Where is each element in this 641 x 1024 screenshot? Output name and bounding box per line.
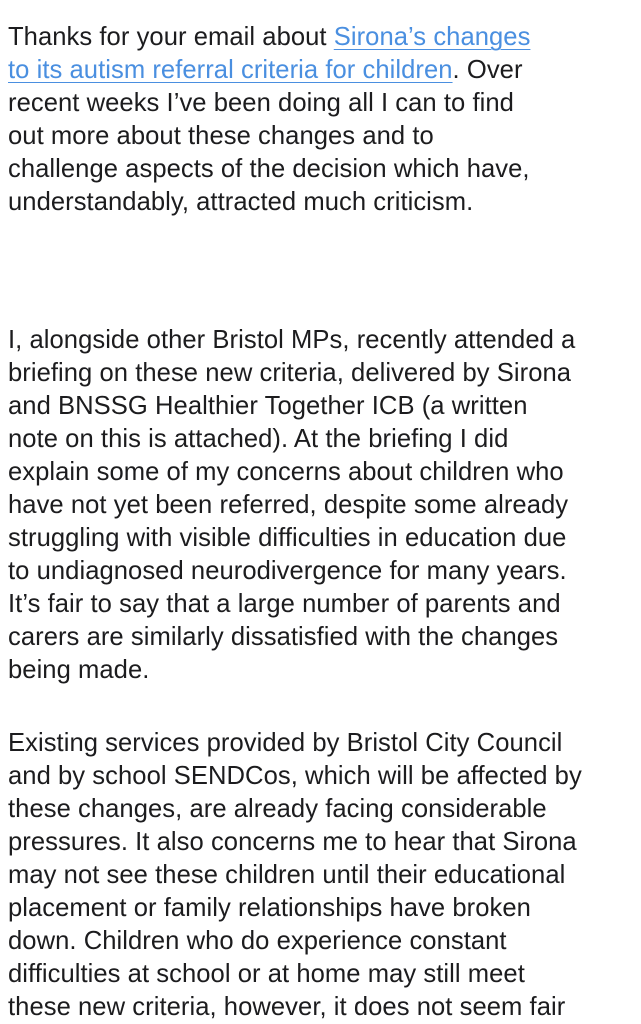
text-line: may not see these children until their educational xyxy=(8,861,566,889)
text-line: placement or family relationships have broken xyxy=(8,894,531,922)
text-line xyxy=(8,21,635,54)
text-segment: Thanks for your email about xyxy=(8,23,334,51)
text-line: and by school SENDCos, which will be affected by xyxy=(8,762,582,790)
text-line: note on this is attached). At the briefing I did xyxy=(8,425,509,453)
text-line: and BNSSG Healthier Together ICB (a written xyxy=(8,392,528,420)
text-line: struggling with visible difficulties in education due xyxy=(8,524,567,552)
text-line: challenge aspects of the decision which have, xyxy=(8,155,530,183)
text-line: difficulties at school or at home may still meet xyxy=(8,960,525,988)
text-line: out more about these changes and to xyxy=(8,122,434,150)
email-paragraph-services xyxy=(8,727,635,1024)
text-line: these new criteria, however, it does not seem fair xyxy=(8,993,566,1021)
text-line: I, alongside other Bristol MPs, recently attended a xyxy=(8,326,576,354)
text-line: down. Children who do experience constant xyxy=(8,927,507,955)
text-line xyxy=(8,54,635,87)
text-line: briefing on these new criteria, delivered by Sirona xyxy=(8,359,572,387)
text-line: these changes, are already facing considerable xyxy=(8,795,547,823)
text-line: being made. xyxy=(8,656,150,684)
text-line: to undiagnosed neurodivergence for many years. xyxy=(8,557,567,585)
text-line: carers are similarly dissatisfied with the changes xyxy=(8,623,559,651)
text-line: Existing services provided by Bristol City Council xyxy=(8,729,563,757)
text-line: pressures. It also concerns me to hear that Sirona xyxy=(8,828,577,856)
sirona-changes-link-continued[interactable]: to its autism referral criteria for children xyxy=(8,56,453,84)
sirona-changes-link[interactable]: Sirona’s changes xyxy=(333,23,531,51)
email-paragraph-briefing xyxy=(8,324,635,687)
text-line: explain some of my concerns about children who xyxy=(8,458,564,486)
email-paragraph-intro xyxy=(8,21,635,219)
text-line: It’s fair to say that a large number of parents and xyxy=(8,590,561,618)
text-line: understandably, attracted much criticism. xyxy=(8,188,474,216)
text-segment: . Over xyxy=(452,56,523,84)
text-line: recent weeks I’ve been doing all I can to find xyxy=(8,89,514,117)
text-line: have not yet been referred, despite some already xyxy=(8,491,569,519)
